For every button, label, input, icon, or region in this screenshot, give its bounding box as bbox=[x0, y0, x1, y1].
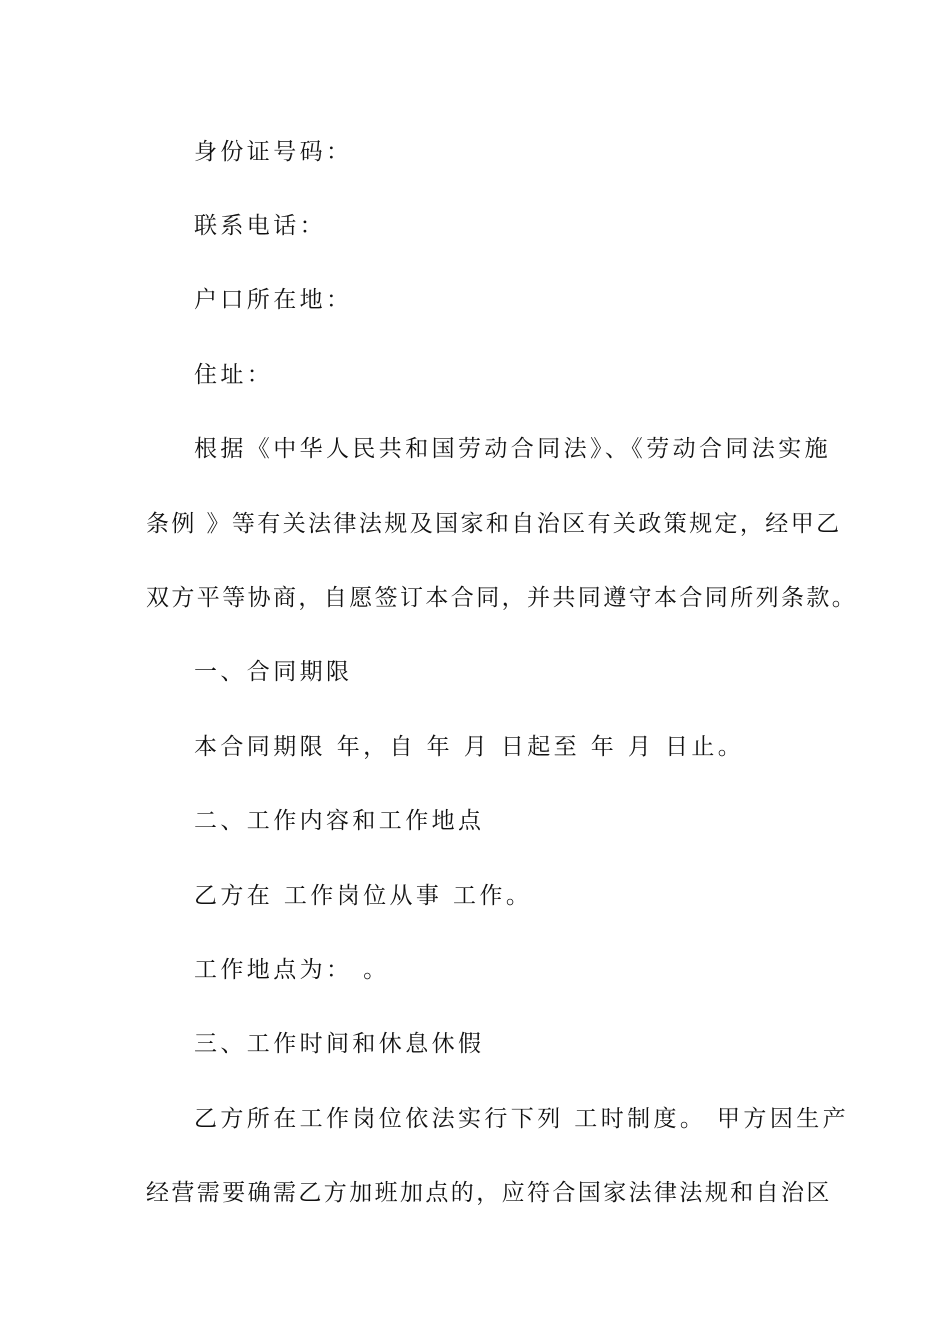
field-address: 住址： bbox=[194, 362, 274, 388]
preamble-line-2: 条例 》等有关法律法规及国家和自治区有关政策规定，经甲乙 bbox=[146, 511, 842, 537]
working-hours-line-2: 经营需要确需乙方加班加点的，应符合国家法律法规和自治区 bbox=[146, 1180, 832, 1206]
section-heading-working-hours: 三、工作时间和休息休假 bbox=[194, 1031, 485, 1057]
work-location-text: 工作地点为： 。 bbox=[194, 957, 390, 983]
preamble-line-1: 根据《中华人民共和国劳动合同法》、《劳动合同法实施 bbox=[194, 436, 831, 462]
section-heading-term: 一、合同期限 bbox=[194, 659, 353, 685]
field-household-registration: 户口所在地： bbox=[194, 287, 353, 313]
field-id-number: 身份证号码： bbox=[194, 139, 353, 165]
field-phone: 联系电话： bbox=[194, 213, 326, 239]
section-heading-work-content: 二、工作内容和工作地点 bbox=[194, 808, 485, 834]
preamble-line-3: 双方平等协商，自愿签订本合同，并共同遵守本合同所列条款。 bbox=[146, 585, 858, 611]
working-hours-line-1: 乙方所在工作岗位依法实行下列 工时制度。 甲方因生产 bbox=[194, 1106, 850, 1132]
work-position-text: 乙方在 工作岗位从事 工作。 bbox=[194, 883, 533, 909]
contract-term-text: 本合同期限 年，自 年 月 日起至 年 月 日止。 bbox=[194, 734, 745, 760]
